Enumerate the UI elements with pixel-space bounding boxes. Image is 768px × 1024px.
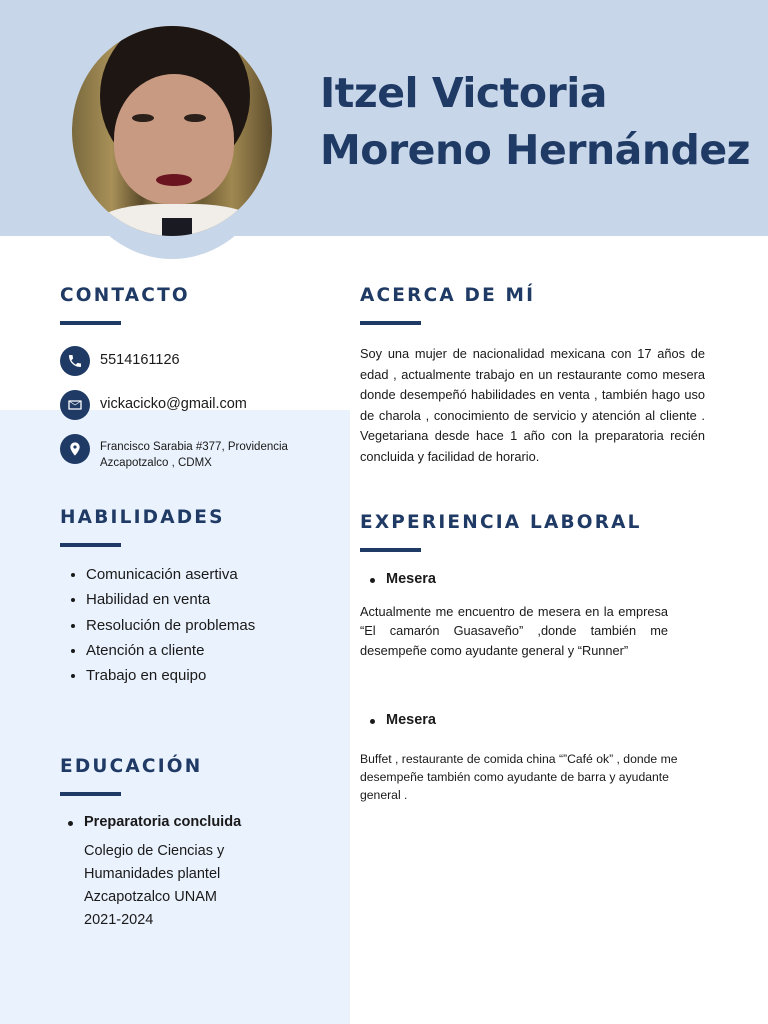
profile-photo	[72, 26, 272, 236]
address-line-1: Francisco Sarabia #377, Providencia	[100, 441, 288, 453]
education-item-title: Preparatoria concluida	[84, 814, 242, 830]
contact-title: CONTACTO	[60, 285, 190, 306]
email-address[interactable]: vickacicko@gmail.com	[100, 396, 247, 412]
envelope-icon	[60, 390, 90, 420]
job-title: Mesera	[386, 571, 436, 587]
skills-divider	[60, 543, 121, 547]
about-title: ACERCA DE MÍ	[360, 285, 536, 306]
phone-number[interactable]: 5514161126	[100, 352, 180, 368]
phone-icon	[60, 346, 90, 376]
skill-item: • Resolución de problemas	[86, 613, 255, 638]
skill-item: • Habilidad en venta	[86, 587, 255, 612]
location-pin-icon	[60, 434, 90, 464]
job-bullet	[370, 578, 375, 583]
skills-list	[60, 562, 255, 688]
skills-title: HABILIDADES	[60, 507, 225, 528]
job-title: Mesera	[386, 712, 436, 728]
education-line: Humanidades plantel	[84, 866, 221, 882]
experience-title: EXPERIENCIA LABORAL	[360, 512, 642, 533]
skill-item: • Comunicación asertiva	[86, 562, 255, 587]
education-bullet	[68, 821, 73, 826]
sidebar-panel	[0, 410, 350, 1024]
job-bullet	[370, 719, 375, 724]
experience-divider	[360, 548, 421, 552]
name-second-line: Moreno Hernández	[320, 126, 751, 174]
name-first-line: Itzel Victoria	[320, 69, 607, 117]
education-line: Azcapotzalco UNAM	[84, 889, 217, 905]
education-line: Colegio de Ciencias y	[84, 843, 225, 859]
job-description: Buffet , restaurante de comida china “”Café ok” , donde me desempeñe también como ayudante de barra y ayudante general .	[360, 752, 678, 802]
job-description: Actualmente me encuentro de mesera en la empresa “El camarón Guasaveño” ,donde también me desempeñe como ayudante general y “Runner”	[360, 604, 668, 658]
skill-item: • Trabajo en equipo	[86, 663, 255, 688]
skill-item: • Atención a cliente	[86, 638, 255, 663]
address-line-2: Azcapotzalco , CDMX	[100, 457, 212, 469]
about-text: Soy una mujer de nacionalidad mexicana con 17 años de edad , actualmente trabajo en un restaurante como mesera donde desempeñó habilidades en venta , también hago uso de charola , conocimiento de servicio y atención al cliente . Vegetariana desde hace 1 año con la preparatoria recién concluida y facilidad de horario.	[360, 346, 705, 464]
education-line: 2021-2024	[84, 912, 154, 928]
about-divider	[360, 321, 421, 325]
contact-divider	[60, 321, 121, 325]
education-title: EDUCACIÓN	[60, 756, 203, 777]
education-divider	[60, 792, 121, 796]
